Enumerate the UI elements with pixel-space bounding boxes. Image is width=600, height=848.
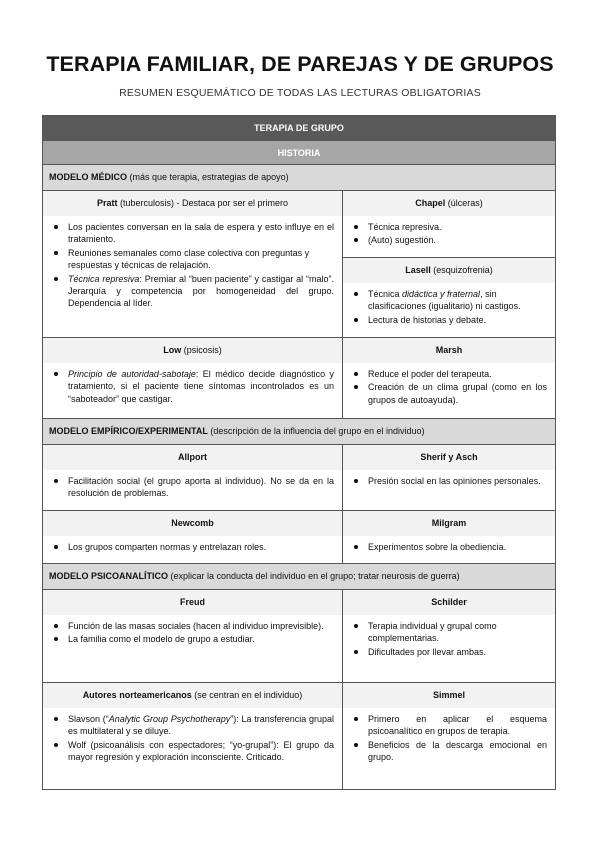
marsh-heading	[343, 338, 555, 363]
list-item: Dificultades por llevar ambas.	[351, 646, 547, 658]
allport-name: Allport	[178, 452, 207, 462]
model-medico-note: (más que terapia, estrategias de apoyo)	[127, 172, 289, 182]
list-item: Lectura de historias y debate.	[351, 314, 547, 326]
slavson-pre: Slavson (“	[68, 714, 109, 724]
pratt-item3-text: Premiar al “buen paciente” y castigar al “malo”. Jerarquía y competencia por homogeneidad del grupo. Dependencia al líder.	[68, 273, 334, 309]
lasell-name: Lasell	[405, 265, 431, 275]
table-row	[43, 683, 555, 789]
freud-body	[43, 615, 342, 682]
list-item: Creación de un clima grupal (como en los grupos de autoayuda).	[351, 381, 547, 406]
chapel-note: (úlceras)	[445, 198, 483, 208]
simmel-name: Simmel	[432, 690, 465, 700]
low-item-text: : El médico decide diagnóstico y tratamiento, si el paciente tiene síntomas incontrolados es un “saboteador” que castigar.	[68, 369, 334, 404]
list-item: Reduce el poder del terapeuta.	[351, 368, 547, 380]
allport-heading	[43, 445, 342, 470]
model-medico-label: MODELO MÉDICO	[49, 172, 127, 182]
table-row	[43, 511, 555, 564]
marsh-body	[343, 363, 555, 418]
newcomb-body	[43, 536, 342, 563]
list-item: La familia como el modelo de grupo a estudiar.	[51, 633, 334, 645]
chapel-body	[343, 216, 555, 257]
sherif-heading	[343, 445, 555, 470]
newcomb-cell	[43, 511, 343, 563]
lasell-item1-italic: didáctica y fraternal	[402, 289, 481, 299]
list-item: Wolf (psicoanálisis con espectadores; “yo-grupal”): El grupo da mayor regresión y exploración inconsciente. Criticado.	[51, 739, 334, 764]
slavson-italic: Analytic Group Psychotherapy	[108, 714, 231, 724]
low-note: (psicosis)	[181, 345, 222, 355]
table-header: TERAPIA DE GRUPO	[43, 116, 555, 141]
milgram-cell	[343, 511, 555, 563]
simmel-cell	[343, 683, 555, 789]
marsh-cell	[343, 338, 555, 418]
simmel-heading	[343, 683, 555, 708]
low-italic-lead: Principio de autoridad-sabotaje	[68, 369, 196, 379]
slavson-post: ”): La transferencia grupal es multilateral y se diluye.	[68, 714, 334, 737]
milgram-heading	[343, 511, 555, 536]
lasell-item1-pre: Técnica	[368, 289, 403, 299]
sherif-cell	[343, 445, 555, 510]
model-medico-header	[43, 165, 555, 191]
table-row	[43, 445, 555, 511]
list-item	[51, 273, 334, 310]
table-row	[43, 590, 555, 683]
lasell-heading	[343, 257, 555, 283]
page-title: TERAPIA FAMILIAR, DE PAREJAS Y DE GRUPOS	[46, 52, 554, 76]
lasell-body	[343, 283, 555, 337]
allport-cell	[43, 445, 343, 510]
chapel-lasell-cell	[343, 191, 555, 337]
low-name: Low	[163, 345, 182, 355]
list-item	[51, 368, 334, 405]
pratt-name: Pratt	[96, 198, 118, 208]
list-item: (Auto) sugestión.	[351, 234, 547, 246]
list-item: Los grupos comparten normas y entrelazan roles.	[51, 541, 334, 553]
model-empirico-label: MODELO EMPÍRICO/EXPERIMENTAL	[49, 426, 208, 436]
list-item	[351, 288, 547, 313]
table-row	[43, 338, 555, 419]
list-item: Reuniones semanales como clase colectiva con preguntas y respuestas y técnicas de relajación.	[51, 247, 334, 272]
model-psico-note: (explicar la conducta del individuo en el grupo; tratar neurosis de guerra)	[168, 571, 460, 581]
autores-note: (se centran en el individuo)	[191, 690, 303, 700]
list-item: Primero en aplicar el esquema psicoanalítico en grupos de terapia.	[351, 713, 547, 738]
newcomb-name: Newcomb	[171, 518, 214, 528]
model-psico-label: MODELO PSICOANALÍTICO	[49, 571, 168, 581]
sherif-body	[343, 470, 555, 510]
schilder-heading	[343, 590, 555, 615]
chapel-name: Chapel	[415, 198, 446, 208]
list-item: Terapia individual y grupal como complementarias.	[351, 620, 547, 645]
low-body	[43, 363, 342, 418]
pratt-cell	[43, 191, 343, 337]
table-row	[43, 191, 555, 338]
list-item: Función de las masas sociales (hacen al individuo imprevisible).	[51, 620, 334, 632]
pratt-separator: :	[139, 273, 145, 284]
allport-body	[43, 470, 342, 510]
list-item: Facilitación social (el grupo aporta al individuo). No se da en la resolución de problemas.	[51, 475, 334, 500]
freud-cell	[43, 590, 343, 682]
list-item: Experimentos sobre la obediencia.	[351, 541, 547, 553]
page-subtitle: RESUMEN ESQUEMÁTICO DE TODAS LAS LECTURAS OBLIGATORIAS	[119, 87, 481, 99]
pratt-italic-lead: Técnica represiva	[68, 273, 140, 284]
schilder-cell	[343, 590, 555, 682]
model-empirico-note: (descripción de la influencia del grupo en el individuo)	[207, 426, 425, 436]
autores-body	[43, 708, 342, 789]
summary-table	[42, 115, 556, 790]
sherif-name: Sherif y Asch	[420, 452, 478, 462]
schilder-body	[343, 615, 555, 682]
list-item: Presión social en las opiniones personales.	[351, 475, 547, 487]
simmel-body	[343, 708, 555, 789]
lasell-item1-post: , sin clasificaciones (igualitario) ni castigos.	[368, 289, 521, 312]
freud-name: Freud	[179, 597, 205, 607]
section-header-historia: HISTORIA	[43, 141, 555, 165]
autores-cell	[43, 683, 343, 789]
list-item: Beneficios de la descarga emocional en grupo.	[351, 739, 547, 764]
chapel-heading	[343, 191, 555, 216]
autores-name: Autores norteamericanos	[82, 690, 192, 700]
autores-heading	[43, 683, 342, 708]
freud-heading	[43, 590, 342, 615]
model-psico-header	[43, 564, 555, 590]
list-item: Técnica represiva.	[351, 221, 547, 233]
lasell-note: (esquizofrenia)	[430, 265, 493, 275]
low-heading	[43, 338, 342, 363]
pratt-heading	[43, 191, 342, 216]
schilder-name: Schilder	[431, 597, 467, 607]
pratt-note: (tuberculosis) - Destaca por ser el primero	[117, 198, 289, 208]
low-cell	[43, 338, 343, 418]
pratt-body	[43, 216, 342, 327]
newcomb-heading	[43, 511, 342, 536]
model-empirico-header	[43, 419, 555, 445]
list-item: Los pacientes conversan en la sala de espera y esto influye en el tratamiento.	[51, 221, 334, 246]
milgram-name: Milgram	[431, 518, 467, 528]
milgram-body	[343, 536, 555, 563]
marsh-name: Marsh	[435, 345, 463, 355]
list-item	[51, 713, 334, 738]
